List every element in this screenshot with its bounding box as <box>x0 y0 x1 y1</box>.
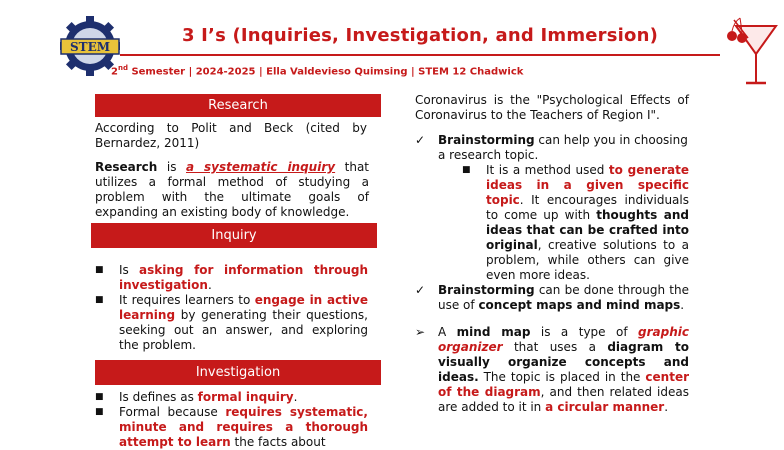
check-icon: ✓ <box>415 283 426 297</box>
research-citation: According to Polit and Beck (cited by Bernardez, 2011) <box>95 121 367 150</box>
research-term: Research <box>95 160 158 174</box>
research-heading: Research <box>95 94 381 117</box>
investigation-heading: Investigation <box>95 360 381 385</box>
subtitle-prefix: 2 <box>111 66 118 78</box>
list-item: ➢ A mind map is a type of graphic organizer that uses a diagram to visually organize concepts and ideas. The topic is placed in the center of the diagram, and then related ideas are added to it in a circular manner. <box>415 325 689 414</box>
arrow-bullet-icon: ➢ <box>415 325 426 339</box>
coronavirus-intro: Coronavirus is the "Psychological Effects of Coronavirus to the Teachers of Region I". <box>415 93 689 122</box>
cocktail-glass-icon <box>722 12 778 92</box>
subtitle-text: Semester | 2024-2025 | Ella Valdevieso Quimsing | STEM 12 Chadwick <box>127 66 524 78</box>
title-divider <box>120 54 720 56</box>
sub-list-item: ■ It is a method used to generate ideas in a given specific topic. It encourages individuals to come up with thoughts and ideas that can be crafted into original, creative solutions to a problem, while others can give even more ideas. <box>462 163 689 282</box>
mind-map-list <box>415 325 689 415</box>
list-item: ■ Is defines as formal inquiry. <box>95 390 298 404</box>
list-item: ■ Formal because requires systematic, minute and requires a thorough attempt to learn the facts about <box>95 405 368 449</box>
square-bullet-icon: ■ <box>95 407 104 417</box>
logo-text: STEM <box>69 40 111 54</box>
research-definition <box>95 160 369 220</box>
page-title: 3 I’s (Inquiries, Investigation, and Immersion) <box>181 25 659 46</box>
check-icon: ✓ <box>415 133 426 147</box>
brainstorming-list <box>415 133 689 313</box>
list-item: ■ It requires learners to engage in active learning by generating their questions, seeking out an answer, and exploring the problem. <box>95 293 368 352</box>
subtitle <box>111 64 523 77</box>
investigation-list <box>95 390 368 450</box>
def-rest: that utilizes a formal method of studying a problem with the ultimate goals of expanding an existing body of knowledge. <box>95 160 369 219</box>
square-bullet-icon: ■ <box>95 392 104 402</box>
subtitle-superscript: nd <box>117 64 128 72</box>
inquiry-list <box>95 263 368 353</box>
square-bullet-icon: ■ <box>95 295 104 305</box>
research-highlight: a systematic inquiry <box>186 160 336 174</box>
square-bullet-icon: ■ <box>462 165 471 175</box>
square-bullet-icon: ■ <box>95 265 104 275</box>
list-item: ✓ Brainstorming can be done through the use of concept maps and mind maps. <box>415 283 689 312</box>
list-item: ✓ Brainstorming can help you in choosing a research topic. ■ It is a method used to generate ideas in a given specific topic. It encourages individuals to come up with thoughts and ideas that can be crafted into original, creative solutions to a problem, while others can give even more ideas. <box>415 133 689 282</box>
def-is: is <box>157 160 186 174</box>
list-item: ■ Is asking for information through investigation. <box>95 263 368 292</box>
inquiry-heading: Inquiry <box>91 223 377 248</box>
